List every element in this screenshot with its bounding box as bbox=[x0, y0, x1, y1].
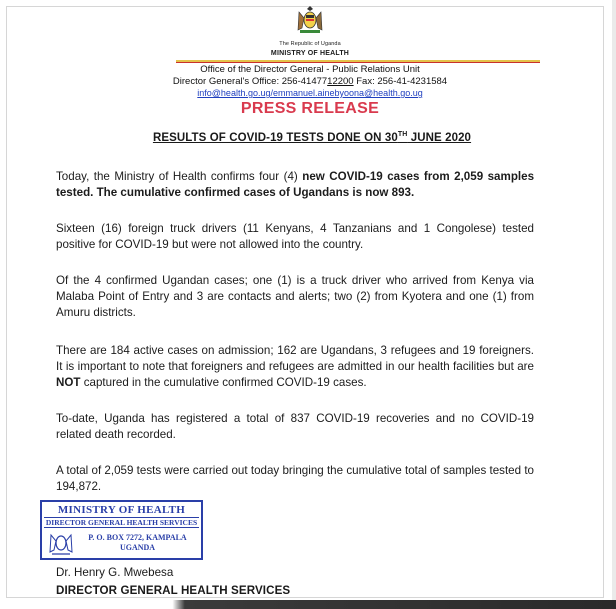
heading-sup: TH bbox=[397, 131, 408, 138]
official-stamp bbox=[40, 500, 203, 560]
letterhead-rule-red bbox=[176, 62, 540, 63]
stamp-address-line1: P. O. BOX 7272, KAMPALA bbox=[88, 533, 187, 542]
fax-number: Fax: 256-41-4231584 bbox=[353, 76, 448, 87]
signer-title: DIRECTOR GENERAL HEALTH SERVICES bbox=[56, 584, 291, 597]
p4-bold: NOT bbox=[56, 376, 81, 390]
bottom-bar bbox=[0, 600, 616, 609]
republic-label: The Republic of Uganda bbox=[279, 41, 341, 47]
office-line: Office of the Director General - Public Relations Unit bbox=[200, 64, 420, 75]
office-block bbox=[120, 64, 500, 118]
phone-line bbox=[120, 76, 500, 88]
phone-prefix: Director General's Office: 256-41477 bbox=[172, 76, 328, 87]
stamp-address-line2: UGANDA bbox=[119, 543, 156, 552]
phone-underlined: 12200 bbox=[327, 76, 354, 87]
coat-of-arms-icon bbox=[295, 6, 325, 34]
p1-text: Today, the Ministry of Health confirms four (4) bbox=[56, 170, 303, 183]
paragraph-tests: A total of 2,059 tests were carried out today bringing the cumulative total of samples tested to 194,872. bbox=[56, 464, 534, 494]
p4-text: There are 184 active cases on admission; 162 are Ugandans, 3 refugees and 19 foreigners. It is important to note that foreigners and refugees are admitted in our health facilities but are bbox=[56, 344, 534, 374]
p1-bold: new COVID-19 cases from 2,059 samples tested. The cumulative confirmed cases of Ugandans is now 893. bbox=[56, 170, 535, 200]
results-heading bbox=[132, 131, 492, 144]
ministry-title: MINISTRY OF HEALTH bbox=[270, 50, 350, 57]
stamp-emblem-icon bbox=[48, 530, 74, 556]
p4-end: captured in the cumulative confirmed COVID-19 cases. bbox=[80, 376, 367, 390]
heading-suffix: JUNE 2020 bbox=[407, 131, 472, 144]
window-edge bbox=[612, 0, 616, 609]
paragraph-ugandan-cases: Of the 4 confirmed Ugandan cases; one (1) is a truck driver who arrived from Kenya via Malaba Point of Entry and 3 are contacts and alerts; two (2) from Kyotera and one (1) from Amuru districts. bbox=[56, 274, 534, 320]
letterhead bbox=[150, 6, 470, 57]
paragraph-recoveries: To-date, Uganda has registered a total of 837 COVID-19 recoveries and no COVID-19 related death recorded. bbox=[56, 412, 534, 442]
paragraph-truck-drivers: Sixteen (16) foreign truck drivers (11 Kenyans, 4 Tanzanians and 1 Congolese) tested positive for COVID-19 but were not allowed into the country. bbox=[56, 222, 534, 252]
stamp-subtitle: DIRECTOR GENERAL HEALTH SERVICES bbox=[45, 518, 198, 527]
stamp-address bbox=[74, 533, 201, 553]
paragraph-active-cases bbox=[56, 343, 534, 392]
stamp-row bbox=[42, 530, 201, 556]
paragraph-new-cases bbox=[56, 169, 534, 201]
heading-prefix: RESULTS OF COVID-19 TESTS DONE ON 30 bbox=[152, 131, 398, 144]
press-release-title: PRESS RELEASE bbox=[240, 100, 380, 117]
email-links[interactable]: info@health.go.ug/emmanuel.ainebyoona@health.go.ug bbox=[197, 88, 423, 98]
signer-name: Dr. Henry G. Mwebesa bbox=[56, 566, 174, 579]
stamp-title: MINISTRY OF HEALTH bbox=[57, 504, 186, 516]
